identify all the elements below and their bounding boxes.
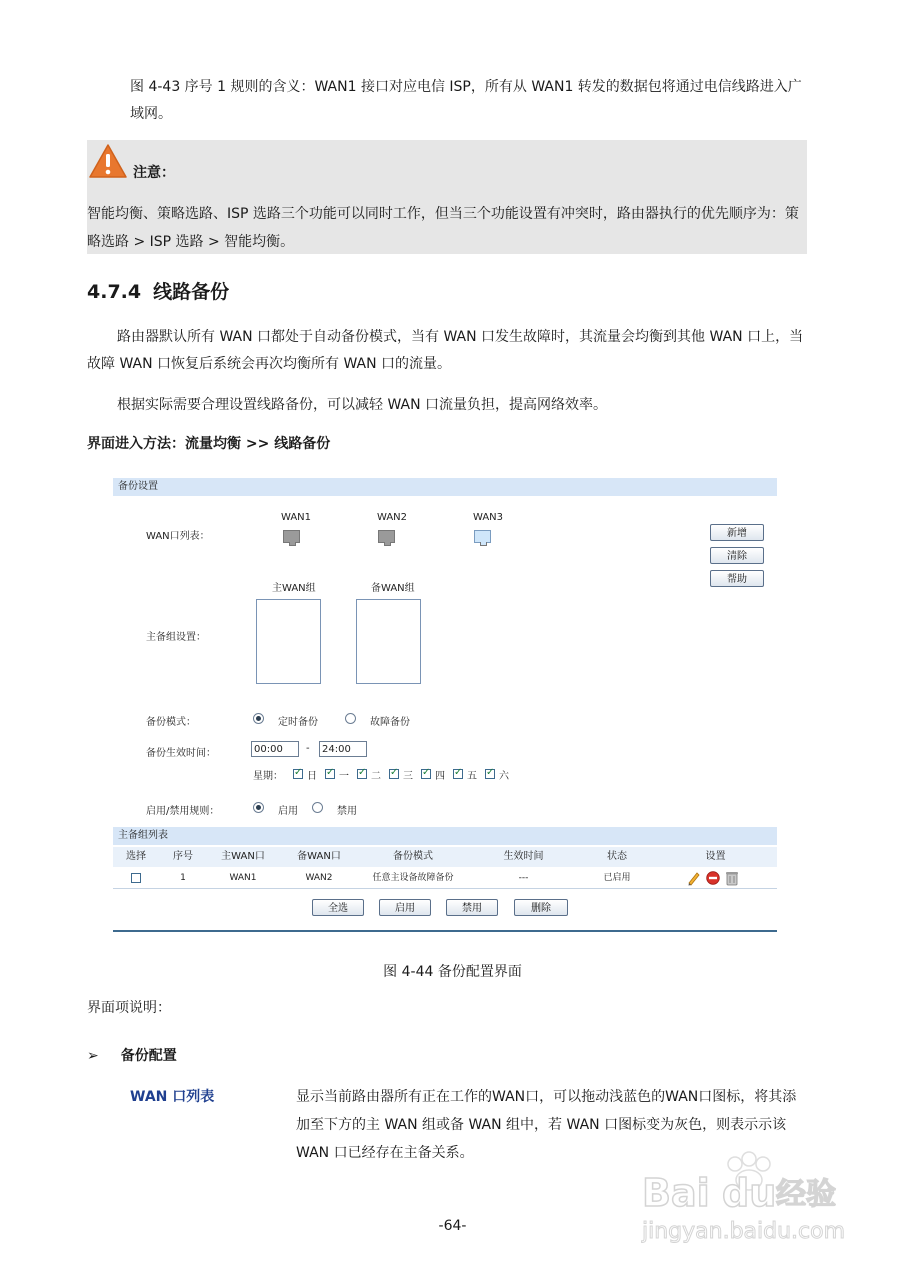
figure-bottom-rule <box>113 930 777 932</box>
weekday-checkbox-thu[interactable] <box>421 769 431 779</box>
row-index: 1 <box>180 873 186 883</box>
list-section-heading <box>87 1045 177 1065</box>
section-heading <box>87 277 229 304</box>
warning-icon <box>88 143 128 183</box>
weekday-checkbox-tue[interactable] <box>357 769 367 779</box>
th-backup-wan: 备WAN口 <box>297 851 341 862</box>
paragraph-2: 根据实际需要合理设置线路备份，可以减轻 WAN 口流量负担，提高网络效率。 <box>117 397 608 413</box>
row-primary-wan: WAN1 <box>229 873 257 883</box>
weekday-fri-label: 五 <box>467 771 477 782</box>
backup-config-figure <box>113 478 777 936</box>
th-index: 序号 <box>173 851 193 862</box>
backup-group-label: 备WAN组 <box>371 583 415 594</box>
weekday-wed-label: 三 <box>403 771 413 782</box>
backup-settings-header: 备份设置 <box>113 478 777 496</box>
list-section-title: 备份配置 <box>120 1048 177 1064</box>
svg-text:Bai: Bai <box>642 1171 710 1215</box>
help-button[interactable]: 帮助 <box>710 570 764 587</box>
th-backup-mode: 备份模式 <box>393 851 433 862</box>
section-title: 线路备份 <box>153 281 230 303</box>
table-row <box>113 868 777 889</box>
group-setting-label: 主备组设置： <box>146 632 206 643</box>
wan3-label: WAN3 <box>473 512 504 523</box>
weekday-sat-label: 六 <box>499 771 509 782</box>
clear-button[interactable]: 清除 <box>710 547 764 564</box>
figure-caption: 图 4-44 备份配置界面 <box>383 964 522 980</box>
backup-mode-label: 备份模式： <box>146 717 196 728</box>
row-effective-time: --- <box>518 873 529 883</box>
weekday-tue-label: 二 <box>371 771 381 782</box>
svg-text:经验: 经验 <box>776 1177 836 1212</box>
weekday-label: 星期： <box>253 771 283 782</box>
paragraph-1: 路由器默认所有 WAN 口都处于自动备份模式，当有 WAN 口发生故障时，其流量会均衡到其他 WAN 口上，当故障 WAN 口恢复后系统会再次均衡所有 WAN 口的流量。 <box>87 329 804 372</box>
disable-rule-label: 禁用 <box>337 806 357 817</box>
weekday-checkbox-mon[interactable] <box>325 769 335 779</box>
primary-group-label: 主WAN组 <box>272 583 316 594</box>
edit-icon[interactable] <box>686 870 702 889</box>
th-status: 状态 <box>607 851 627 862</box>
weekday-checkbox-fri[interactable] <box>453 769 463 779</box>
term-description: 显示当前路由器所有正在工作的WAN口，可以拖动浅蓝色的WAN口图标，将其添加至下方的主 WAN 组或备 WAN 组中，若 WAN 口图标变为灰色，则表示示该 WAN 口已经存在主备关系。 <box>296 1089 797 1161</box>
scheduled-backup-radio[interactable] <box>253 713 264 724</box>
nav-path: 界面进入方法：流量均衡 >> 线路备份 <box>87 436 331 452</box>
section-number: 4.7.4 <box>87 281 142 303</box>
select-all-button[interactable]: 全选 <box>312 899 364 916</box>
failover-backup-radio[interactable] <box>345 713 356 724</box>
note-text: 智能均衡、策略选路、ISP 选路三个功能可以同时工作，但当三个功能设置有冲突时，路由器执行的优先顺序为：策略选路 > ISP 选路 > 智能均衡。 <box>87 206 799 250</box>
wan2-label: WAN2 <box>377 512 408 523</box>
weekday-mon-label: 一 <box>339 771 349 782</box>
table-header-row <box>113 847 777 867</box>
enable-rule-label: 启用 <box>278 806 298 817</box>
weekday-thu-label: 四 <box>435 771 445 782</box>
svg-text:jingyan.baidu.com: jingyan.baidu.com <box>642 1219 846 1244</box>
scheduled-backup-label: 定时备份 <box>278 717 318 728</box>
weekday-checkbox-sat[interactable] <box>485 769 495 779</box>
weekday-sun-label: 日 <box>307 771 317 782</box>
disable-icon[interactable] <box>706 871 720 888</box>
time-end-input[interactable]: 24:00 <box>319 741 367 757</box>
row-status: 已启用 <box>603 873 631 883</box>
baidu-watermark <box>640 1150 860 1254</box>
enable-rule-radio[interactable] <box>253 802 264 813</box>
term-name: WAN 口列表 <box>130 1089 215 1105</box>
intro-paragraph: 图 4-43 序号 1 规则的含义：WAN1 接口对应电信 ISP，所有从 WAN1 转发的数据包将通过电信线路进入广域网。 <box>130 79 802 122</box>
backup-group-box[interactable] <box>356 599 421 684</box>
svg-text:du: du <box>722 1171 777 1215</box>
effective-time-label: 备份生效时间： <box>146 748 216 759</box>
delete-button[interactable]: 删除 <box>514 899 568 916</box>
time-start-input[interactable]: 00:00 <box>251 741 299 757</box>
th-effective-time: 生效时间 <box>503 851 544 862</box>
row-backup-mode: 任意主设备故障备份 <box>372 873 454 883</box>
add-button[interactable]: 新增 <box>710 524 764 541</box>
rule-switch-label: 启用/禁用规则： <box>146 806 220 817</box>
wan3-port-icon[interactable] <box>474 530 491 543</box>
time-separator: - <box>306 743 310 754</box>
note-title: 注意： <box>133 165 175 181</box>
wan2-port-icon[interactable] <box>378 530 395 543</box>
th-settings: 设置 <box>705 851 726 862</box>
disable-rule-radio[interactable] <box>312 802 323 813</box>
row-backup-wan: WAN2 <box>305 873 333 883</box>
description-title: 界面项说明： <box>87 1000 171 1016</box>
page-number: -64- <box>438 1218 467 1234</box>
th-select: 选择 <box>126 851 146 862</box>
th-primary-wan: 主WAN口 <box>221 851 265 862</box>
wan-list-label: WAN口列表： <box>146 531 210 542</box>
delete-icon[interactable] <box>725 870 739 889</box>
group-list-header: 主备组列表 <box>113 827 777 845</box>
failover-backup-label: 故障备份 <box>370 717 410 728</box>
arrow-bullet-icon: ➢ <box>87 1048 99 1064</box>
wan1-port-icon[interactable] <box>283 530 300 543</box>
wan1-label: WAN1 <box>281 512 312 523</box>
primary-group-box[interactable] <box>256 599 321 684</box>
disable-button[interactable]: 禁用 <box>446 899 498 916</box>
weekday-checkbox-sun[interactable] <box>293 769 303 779</box>
row-select-checkbox[interactable] <box>131 873 141 883</box>
enable-button[interactable]: 启用 <box>379 899 431 916</box>
weekday-checkbox-wed[interactable] <box>389 769 399 779</box>
